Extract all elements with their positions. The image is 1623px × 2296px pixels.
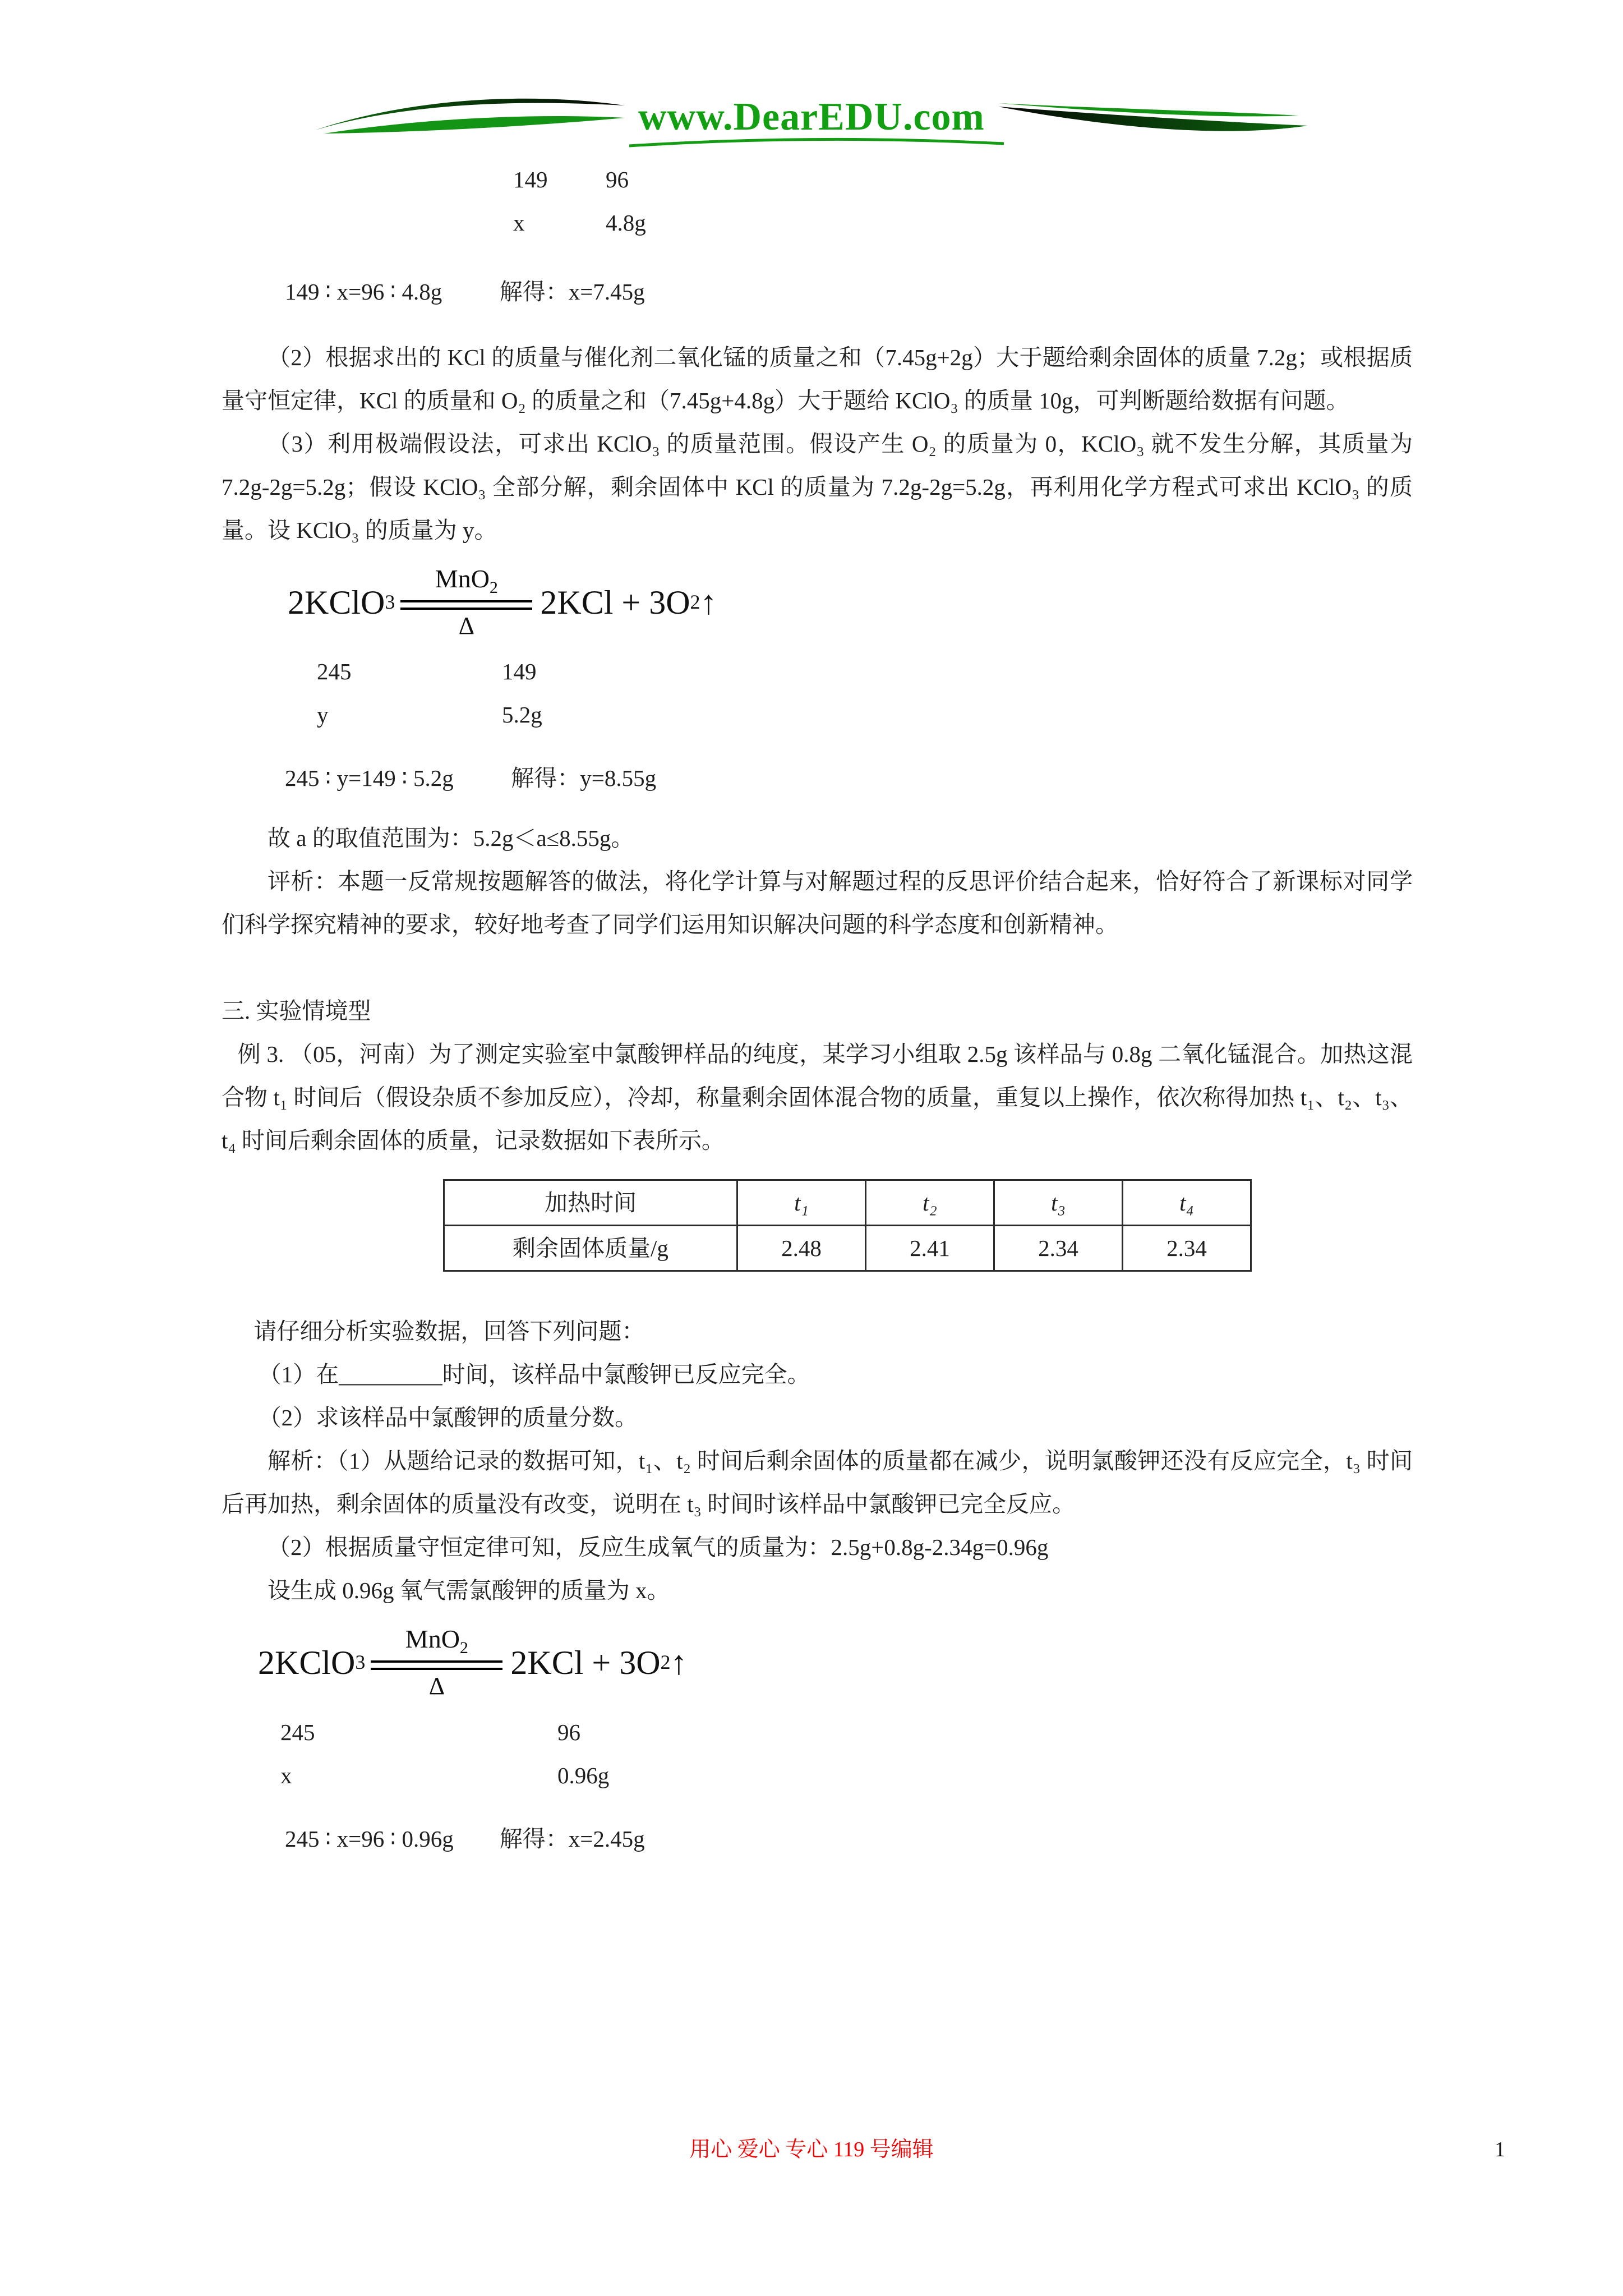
calc-row [280, 1711, 1413, 1754]
ratio-number: 5.2g [502, 702, 542, 728]
equation-condition-stack [400, 564, 532, 640]
equation-products: 2KCl + 3O [540, 583, 690, 621]
chemical-equation-1 [288, 564, 1413, 640]
equation-reactant-subscript: 3 [385, 590, 395, 613]
experiment-data-table [443, 1179, 1252, 1272]
calc-row [513, 158, 1413, 201]
section-heading-3: 三. 实验情境型 [222, 998, 371, 1024]
catalyst-subscript: 2 [459, 1639, 468, 1658]
catalyst-formula: MnO [405, 1625, 460, 1654]
question-intro-line: 请仔细分析实验数据，回答下列问题： [253, 1318, 645, 1345]
calc-row [317, 693, 1413, 737]
table-header-cell: t₂ [866, 1180, 994, 1226]
catalyst-subscript: 2 [489, 578, 498, 597]
page-number: 1 [1495, 2138, 1505, 2161]
calc-row [317, 650, 1413, 693]
document-body [0, 158, 1623, 1861]
equation-product-subscript: 2 [690, 590, 700, 613]
equation-products: 2KCl + 3O [510, 1644, 661, 1681]
equation-condition-stack [371, 1625, 502, 1700]
paragraph-comment: 评析：本题一反常规按题解答的做法，将化学计算与对解题过程的反思评价结合起来，恰好符合了新课标对同学们科学探究精神的要求，较好地考查了同学们运用知识解决问题的科学态度和创新精神。 [222, 868, 1413, 938]
catalyst-formula: MnO [435, 564, 490, 593]
proportion-solution-line-2: 245 ∶ y=149 ∶ 5.2g 解得：y=8.55g [285, 765, 657, 792]
question-1-line: （1）在_________时间，该样品中氯酸钾已反应完全。 [258, 1361, 810, 1388]
equation-catalyst [405, 1625, 468, 1658]
ratio-number: 4.8g [606, 210, 646, 236]
question-2-line: （2）求该样品中氯酸钾的质量分数。 [258, 1405, 638, 1431]
table-data-row [444, 1226, 1251, 1271]
dearedu-logo-header [0, 0, 1623, 151]
logo-text-wrap [630, 95, 993, 140]
calc-row [280, 1754, 1413, 1797]
page-footer [0, 2135, 1623, 2164]
equation-reactant: 2KClO [258, 1644, 356, 1681]
analysis-2-line: （2）根据质量守恒定律可知，反应生成氧气的质量为：2.5g+0.8g-2.34g=0.96g [268, 1534, 1049, 1561]
equation-delta-symbol: Δ [428, 1672, 445, 1700]
ratio-number: 245 [317, 659, 352, 685]
paragraph-analysis-1: 解析：（1）从题给记录的数据可知，t₁、t₂ 时间后剩余固体的质量都在减少，说明氯酸钾还没有反应完全，t₃ 时间后再加热，剩余固体的质量没有改变，说明在 t₃ 时间时该样品中氯酸钾已完全反应。 [222, 1448, 1413, 1517]
ratio-number: 96 [606, 167, 629, 192]
paragraph-point-3: （3）利用极端假设法，可求出 KClO₃ 的质量范围。假设产生 O₂ 的质量为 0，KClO₃ 就不发生分解，其质量为 7.2g-2g=5.2g；假设 KClO₃ 全部分解，剩余固体中 KCl 的质量为 7.2g-2g=5.2g，再利用化学方程式可求出 KClO₃ 的质量。设 KClO₃ 的质量为 y。 [222, 431, 1413, 543]
ratio-number: 96 [557, 1719, 580, 1745]
gas-arrow-icon: ↑ [700, 583, 717, 621]
ratio-number: 0.96g [557, 1762, 610, 1788]
table-header-row [444, 1180, 1251, 1226]
table-header-cell: t₃ [994, 1180, 1123, 1226]
equation-double-line [400, 600, 532, 610]
ratio-unknown: y [317, 702, 329, 728]
equation-catalyst [435, 564, 498, 598]
table-data-cell: 2.34 [1123, 1226, 1251, 1271]
proportion-solution-line-3: 245 ∶ x=96 ∶ 0.96g 解得：x=2.45g [285, 1825, 645, 1852]
table-data-cell: 剩余固体质量/g [444, 1226, 737, 1271]
gas-arrow-icon: ↑ [670, 1644, 688, 1681]
footer-motto: 用心 爱心 专心 119 号编辑 [689, 2138, 934, 2161]
table-header-cell: t₁ [737, 1180, 866, 1226]
equation-double-line [371, 1660, 502, 1670]
set-x-line: 设生成 0.96g 氧气需氯酸钾的质量为 x。 [268, 1577, 670, 1604]
paragraph-example-3: 例 3. （05，河南）为了测定实验室中氯酸钾样品的纯度，某学习小组取 2.5g 该样品与 0.8g 二氧化锰混合。加热这混合物 t₁ 时间后（假设杂质不参加反应），冷却，称量剩余固体混合物的质量，重复以上操作，依次称得加热 t₁、t₂、t₃、t₄ 时间后剩余固体的质量，记录数据如下表所示。 [222, 1041, 1413, 1154]
logo-swoosh-left-icon [313, 86, 627, 148]
equation-product-subscript: 2 [660, 1651, 671, 1674]
ratio-number: 245 [280, 1719, 315, 1745]
table-data-cell: 2.48 [737, 1226, 866, 1271]
ratio-unknown: x [513, 210, 525, 236]
table-data-cell: 2.34 [994, 1226, 1123, 1271]
proportion-work-3 [280, 1711, 1413, 1797]
chemical-equation-2 [258, 1625, 1413, 1700]
logo-underline-swoosh-icon [626, 137, 1007, 149]
table-header-cell: t₄ [1123, 1180, 1251, 1226]
table-data-cell: 2.41 [866, 1226, 994, 1271]
proportion-solution-line-1: 149 ∶ x=96 ∶ 4.8g 解得：x=7.45g [285, 279, 645, 305]
logo-text: www.DearEDU.com [638, 95, 985, 139]
ratio-number: 149 [513, 167, 548, 192]
ratio-number: 149 [502, 659, 537, 685]
proportion-work-1 [513, 158, 1413, 245]
ratio-unknown: x [280, 1762, 292, 1788]
table-header-cell: 加热时间 [444, 1180, 737, 1226]
equation-delta-symbol: Δ [458, 611, 474, 639]
logo-swoosh-right-icon [996, 86, 1310, 148]
proportion-work-2 [317, 650, 1413, 737]
equation-reactant: 2KClO [288, 583, 385, 621]
paragraph-point-2: （2）根据求出的 KCl 的质量与催化剂二氧化锰的质量之和（7.45g+2g）大于题给剩余固体的质量 7.2g；或根据质量守恒定律，KCl 的质量和 O₂ 的质量之和（7.45g+4.8g）大于题给 KClO₃ 的质量 10g，可判断题给数据有问题。 [222, 344, 1413, 413]
equation-reactant-subscript: 3 [355, 1651, 366, 1674]
calc-row [513, 201, 1413, 245]
range-conclusion-line: 故 a 的取值范围为：5.2g＜a≤8.55g。 [268, 825, 634, 852]
